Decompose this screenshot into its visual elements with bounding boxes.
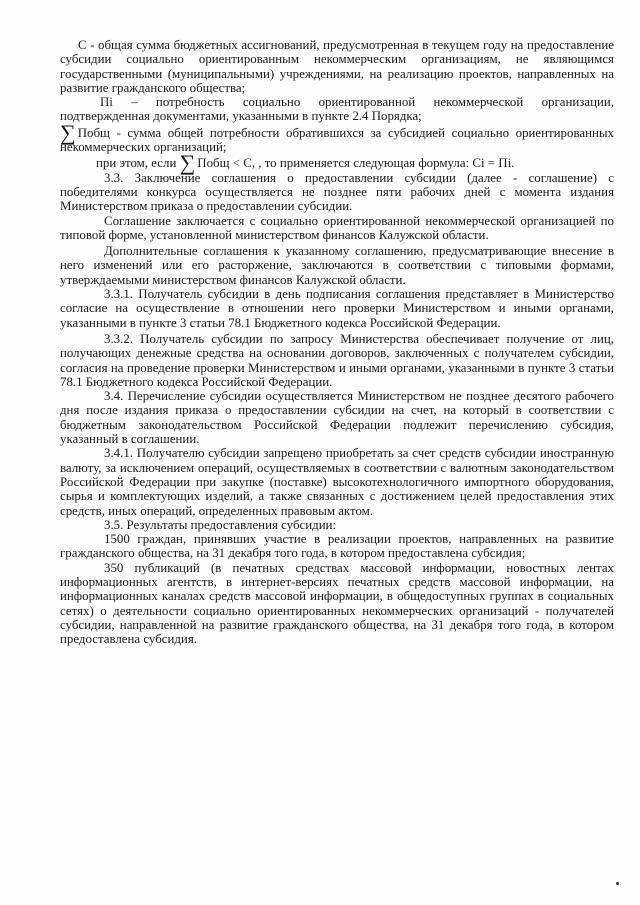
paragraph-result-publications: 350 публикаций (в печатных средствах массовой информации, новостных лентах информационных агентств, в интернет-версиях печатных средств массовой информации, на информационных каналах средств массовой информации, в общедоступных группах в социальных сетях) о деятельности социально ориентированных некоммерческих организаций - получателей субсидии, направленной на развитие гражданского общества, на 31 декабря того года, в котором предоставлена субсидия. bbox=[60, 560, 614, 647]
formula-text: Побщ < С, , то применяется следующая формула: Ci = Пi. bbox=[197, 156, 515, 171]
paragraph-pi-definition: Пi – потребность социально ориентированной некоммерческой организации, подтвержденная документами, указанными в пункте 2.4 Порядка; bbox=[60, 95, 614, 124]
document-body bbox=[60, 38, 614, 646]
sum-definition-text: Побщ - сумма общей потребности обратившихся за субсидией социально ориентированных некоммерческих организаций; bbox=[60, 125, 614, 155]
paragraph-3-5: 3.5. Результаты предоставления субсидии: bbox=[104, 517, 337, 532]
formula-sum-symbol: ∑ bbox=[179, 150, 196, 176]
paragraph-sum-definition bbox=[60, 119, 614, 155]
paragraph-3-3: 3.3. Заключение соглашения о предоставлении субсидии (далее - соглашение) с победителями конкурса осуществляется не позднее пяти рабочих дней с момента издания Министерством приказа о предоставлении субсидии. bbox=[60, 170, 614, 214]
paragraph-3-4: 3.4. Перечисление субсидии осуществляется Министерством не позднее десятого рабочего дня после издания приказа о предоставлении субсидии на счет, на который в соответствии с бюджетным законодательством Российской Федерации подлежит перечислению субсидия, указанный в соглашении. bbox=[60, 389, 614, 447]
paragraph-additional-agreements: Дополнительные соглашения к указанному соглашению, предусматривающие внесение в него изменений или его расторжение, заключаются в соответствии с типовыми формами, утверждаемыми министерством финансов Калужской области. bbox=[60, 244, 614, 287]
paragraph-3-3-1: 3.3.1. Получатель субсидии в день подписания соглашения представляет в Министерство согласие на осуществление в отношении него проверки Министерством и иными органами, указанными в пункте 3 статьи 78.1 Бюджетного кодекса Российской Федерации. bbox=[60, 287, 614, 330]
scan-speck bbox=[616, 882, 619, 885]
sum-symbol: ∑ bbox=[60, 119, 76, 145]
paragraph-3-3-2: 3.3.2. Получатель субсидии по запросу Министерства обеспечивает получение от лиц, получающих денежные средства на основании договоров, заключенных с получателем субсидии, согласия на проведение проверки Министерством и иными органами, указанными в пункте 3 статьи 78.1 Бюджетного кодекса Российской Федерации. bbox=[60, 331, 614, 389]
paragraph-formula-condition bbox=[60, 150, 614, 176]
paragraph-agreement: Соглашение заключается с социально ориентированной некоммерческой организацией по типовой форме, установленной министерством финансов Калужской области. bbox=[60, 213, 614, 242]
paragraph-c-definition: С - общая сумма бюджетных ассигнований, предусмотренная в текущем году на предоставление субсидии социально ориентированным некоммерческим организациям, не являющимся государственными (муниципальными) учреждениями, на реализацию проектов, направленных на развитие гражданского общества; bbox=[60, 38, 614, 95]
paragraph-3-4-1: 3.4.1. Получателю субсидии запрещено приобретать за счет средств субсидии иностранную валюту, за исключением операций, осуществляемых в соответствии с валютным законодательством Российской Федерации при закупке (поставке) высокотехнологичного импортного оборудования, сырья и комплектующих изделий, а также связанных с достижением целей предоставления этих средств, иных операций, определенных правовым актом. bbox=[60, 446, 614, 518]
formula-prefix: при этом, если bbox=[96, 156, 177, 171]
paragraph-result-citizens: 1500 граждан, принявших участие в реализации проектов, направленных на развитие гражданского общества, на 31 декабря того года, в котором предоставлена субсидия; bbox=[60, 532, 614, 561]
